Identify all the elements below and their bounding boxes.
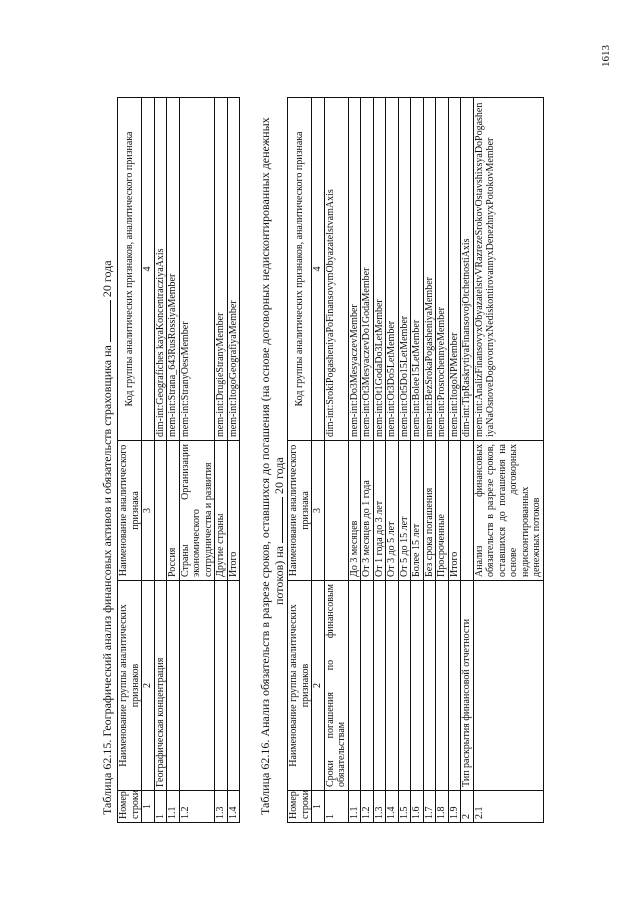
table2-header-group: Наименование группы аналитических признаков: [288, 581, 312, 791]
row-group: Тип раскрытия финансовой отчетности: [461, 581, 474, 791]
row-code: mem-int:Bolee15LetMember: [411, 98, 424, 441]
table-row: [179, 98, 215, 823]
table2-caption-line1: Таблица 62.16. Анализ обязательств в разрезе сроков, оставшихся до погашения (на основе договорных недисконтированных денежных: [258, 117, 272, 815]
row-group: [227, 581, 240, 791]
table2-header-num: Номер строки: [288, 791, 312, 823]
row-num: 1.2: [361, 791, 374, 823]
table1-header-group: Наименование группы аналитических признаков: [118, 581, 142, 791]
table1-caption-suffix: года: [100, 260, 114, 283]
table2-caption-year: 20: [272, 482, 286, 495]
row-code: dim-int:SrokiPogasheniyaPoFinansovymObyazatelstvamAxis: [324, 98, 348, 441]
table-row: [215, 98, 228, 823]
row-name: Итого: [227, 441, 240, 581]
table-row: [167, 98, 180, 823]
table2-header-name: Наименование аналитического признака: [288, 441, 312, 581]
table1-caption-date-blank: [100, 300, 111, 342]
table1-colnum-row: [142, 98, 155, 823]
table2-caption-prefix: потоков) на: [272, 546, 286, 605]
table-row: [436, 98, 449, 823]
table2-caption: [258, 95, 286, 815]
table2-caption-date-blank: [272, 497, 283, 543]
row-group: [398, 581, 411, 791]
row-code: mem-int:ProsrochennyeMember: [436, 98, 449, 441]
row-group: [361, 581, 374, 791]
row-group: [473, 581, 543, 791]
row-num: 1.4: [227, 791, 240, 823]
row-group: [167, 581, 180, 791]
table2-colnum: 1: [312, 791, 325, 823]
row-code: mem-int:Ot1GodaDo3LetMember: [373, 98, 386, 441]
table1-header-name: Наименование аналитического признака: [118, 441, 142, 581]
table1-header-code: Код группы аналитических признаков, аналитического признака: [118, 98, 142, 441]
row-num: 1: [154, 791, 167, 823]
table1-caption-year: 20: [100, 285, 114, 298]
row-name: Другие страны: [215, 441, 228, 581]
table-row: [461, 98, 474, 823]
table1-header-row: [118, 98, 142, 823]
row-num: 1.2: [179, 791, 215, 823]
table1-colnum: 3: [142, 441, 155, 581]
row-group: [448, 581, 461, 791]
row-name: От 5 до 15 лет: [398, 441, 411, 581]
liabilities-maturity-table: [287, 97, 544, 823]
row-code: mem-int:BezSrokaPogasheniyaMember: [423, 98, 436, 441]
table1-header-num: Номер строки: [118, 791, 142, 823]
table-row: [361, 98, 374, 823]
table2-colnum: 3: [312, 441, 325, 581]
table2-caption-suffix: года: [272, 457, 286, 480]
row-name: От 1 года до 3 лет: [373, 441, 386, 581]
table2-colnum: 4: [312, 98, 325, 441]
row-group: [386, 581, 399, 791]
row-num: 2.1: [473, 791, 543, 823]
row-group: [436, 581, 449, 791]
row-name: [324, 441, 348, 581]
row-num: 1.4: [386, 791, 399, 823]
row-group: [423, 581, 436, 791]
row-num: 1.1: [167, 791, 180, 823]
row-num: 1.3: [373, 791, 386, 823]
row-num: 2: [461, 791, 474, 823]
row-name: Без срока погашения: [423, 441, 436, 581]
row-group: [411, 581, 424, 791]
row-group: [373, 581, 386, 791]
page-number: 1613: [600, 45, 612, 67]
row-group: [215, 581, 228, 791]
row-name: Анализ финансовых обязательств в разрезе сроков, оставшихся до погашения на основе договорных недисконтированных денежных потоков: [473, 441, 543, 581]
row-name: До 3 месяцев: [348, 441, 361, 581]
table1-caption-prefix: Таблица 62.15. Географический анализ финансовых активов и обязательств страховщика на: [100, 345, 114, 815]
row-num: 1.7: [423, 791, 436, 823]
table2-header-row: [288, 98, 312, 823]
table-row: [411, 98, 424, 823]
row-num: 1.8: [436, 791, 449, 823]
table-row: [448, 98, 461, 823]
table-row: [386, 98, 399, 823]
row-name: [461, 441, 474, 581]
row-num: 1.1: [348, 791, 361, 823]
table1-colnum: 1: [142, 791, 155, 823]
table2-colnum-row: [312, 98, 325, 823]
row-code: mem-int:ItogoNPMember: [448, 98, 461, 441]
row-num: 1.5: [398, 791, 411, 823]
row-num: 1.3: [215, 791, 228, 823]
table-row: [373, 98, 386, 823]
table2-caption-line2: [272, 95, 286, 815]
table-row: [348, 98, 361, 823]
table2-header-code: Код группы аналитических признаков, аналитического признака: [288, 98, 312, 441]
row-name: Россия: [167, 441, 180, 581]
row-name: От 3 месяцев до 1 года: [361, 441, 374, 581]
table1-colnum: 4: [142, 98, 155, 441]
table-row: [154, 98, 167, 823]
table1-caption: [100, 95, 114, 815]
row-code: mem-int:Ot3MesyaczevDo1GodaMember: [361, 98, 374, 441]
row-num: 1.6: [411, 791, 424, 823]
row-group: Сроки погашения по финансовым обязательствам: [324, 581, 348, 791]
row-name: Более 15 лет: [411, 441, 424, 581]
row-code: mem-int:AnalizFinansovyxObyazatelstvVRazrezeSrokovOstavshixsyaDoPogasheniyaNaOsnoveDogovornyxNediskontirovannyxDenezhnyxPotokovMember: [473, 98, 543, 441]
row-code: mem-int:Ot3Do5LetMember: [386, 98, 399, 441]
table-row: [473, 98, 543, 823]
row-code: mem-int:Strana_643RusRossiyaMember: [167, 98, 180, 441]
row-group: [179, 581, 215, 791]
table-row: [423, 98, 436, 823]
row-num: 1.9: [448, 791, 461, 823]
table-row: [227, 98, 240, 823]
row-name: Итого: [448, 441, 461, 581]
row-name: Просроченные: [436, 441, 449, 581]
row-code: dim-int:TipRaskrytiyaFinansovojOtchetnostiAxis: [461, 98, 474, 441]
row-name: Страны Организации экономического сотрудничества и развития: [179, 441, 215, 581]
row-name: От 3 до 5 лет: [386, 441, 399, 581]
row-code: mem-int:Ot5Do15LetMember: [398, 98, 411, 441]
row-code: mem-int:StranyOesrMember: [179, 98, 215, 441]
table-row: [398, 98, 411, 823]
row-code: mem-int:Do3MesyaczevMember: [348, 98, 361, 441]
table2-colnum: 2: [312, 581, 325, 791]
row-code: mem-int:DrugieStranyMember: [215, 98, 228, 441]
row-num: 1: [324, 791, 348, 823]
row-group: [348, 581, 361, 791]
table1-colnum: 2: [142, 581, 155, 791]
row-code: mem-int:ItogoGeografiyaMember: [227, 98, 240, 441]
row-name: [154, 441, 167, 581]
row-group: Географическая концентрация: [154, 581, 167, 791]
table-row: [324, 98, 348, 823]
row-code: dim-int:Geografiches kayaKoncentracziyaAxis: [154, 98, 167, 441]
geographic-analysis-table: [117, 97, 240, 823]
